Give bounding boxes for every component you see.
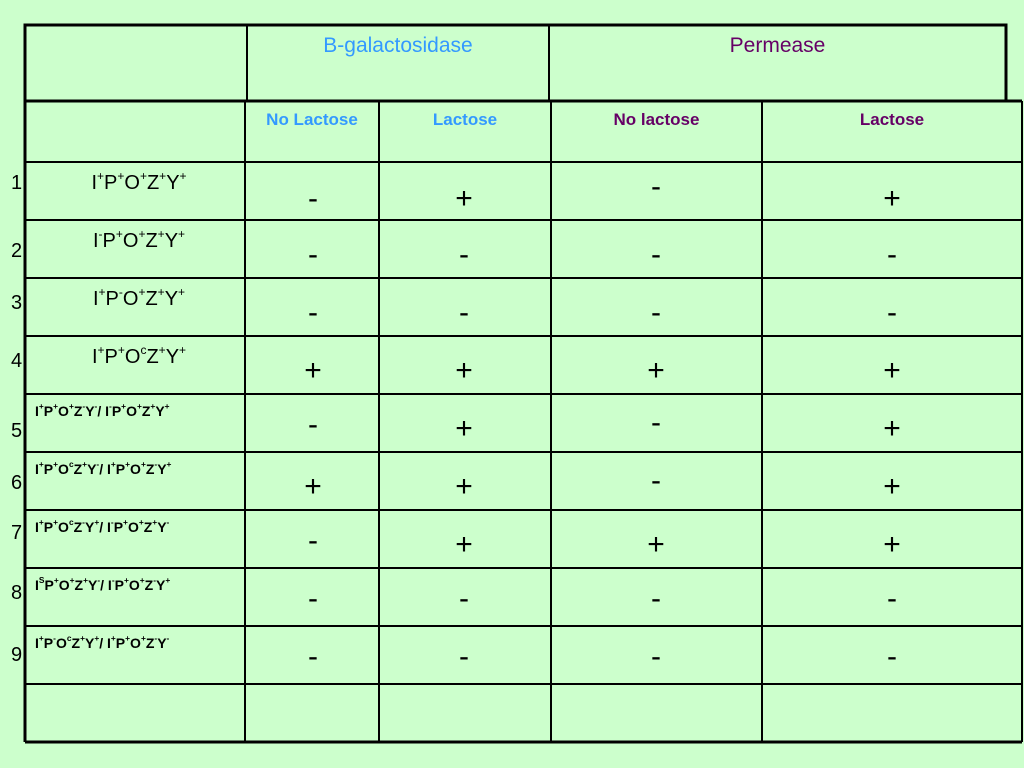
- expression-value: +: [304, 470, 322, 503]
- genotype-cell: $I^+P^+O^cZ^+Y^-/$ I+P+O+Z-Y+: [35, 459, 172, 477]
- expression-value: -: [308, 296, 318, 329]
- row-number: 4: [11, 350, 23, 372]
- expression-value: -: [651, 640, 661, 673]
- bgal-header: B-galactosidase: [323, 34, 473, 57]
- row-number: 6: [11, 472, 23, 494]
- permease-header: Permease: [729, 34, 826, 57]
- expression-value: -: [308, 238, 318, 271]
- row-number: 1: [11, 172, 23, 194]
- expression-value: +: [304, 354, 322, 387]
- genotype-cell: $I^+P^+O^cZ^+Y^+$: [91, 343, 187, 368]
- row-number: 7: [11, 522, 23, 544]
- expression-value: -: [308, 524, 318, 557]
- genotype-cell: $I^SP^+O^+Z^+Y^-/$ I-P+O+Z-Y+: [35, 575, 171, 593]
- expression-value: -: [308, 640, 318, 673]
- expression-value: +: [647, 528, 665, 561]
- expression-value: -: [651, 238, 661, 271]
- expression-value: -: [308, 582, 318, 615]
- perm-lactose-header: Lactose: [859, 110, 925, 129]
- row-number: 8: [11, 582, 23, 604]
- expression-value: -: [887, 582, 897, 615]
- genotype-cell: $I^+P^-O^cZ^+Y^+/$ I+P+O+Z-Y-: [35, 633, 170, 651]
- genotype-cell: I+P+O+Z+Y+: [91, 169, 187, 194]
- expression-value: +: [883, 354, 901, 387]
- genotype-cell: I+P+O+Z-Y-/ I-P+O+Z+Y+: [35, 401, 170, 419]
- row-number: 2: [11, 240, 23, 262]
- expression-value: +: [883, 528, 901, 561]
- expression-value: -: [308, 182, 318, 215]
- perm-no-lactose-header: No lactose: [613, 110, 700, 129]
- bgal-no-lactose-header: No Lactose: [266, 110, 358, 129]
- bgal-lactose-header: Lactose: [432, 110, 498, 129]
- row-number: 5: [11, 420, 23, 442]
- expression-value: -: [459, 582, 469, 615]
- expression-value: -: [887, 238, 897, 271]
- expression-value: +: [883, 412, 901, 445]
- expression-value: -: [887, 640, 897, 673]
- genotype-cell: $I^+P^+O^cZ^-Y^+/$ I-P+O+Z+Y-: [35, 517, 170, 535]
- expression-value: -: [308, 408, 318, 441]
- expression-value: -: [651, 170, 661, 203]
- expression-value: -: [651, 296, 661, 329]
- expression-value: -: [651, 406, 661, 439]
- expression-value: +: [883, 470, 901, 503]
- genotype-cell: I-P+O+Z+Y+: [92, 227, 186, 252]
- expression-value: +: [455, 182, 473, 215]
- expression-value: +: [647, 354, 665, 387]
- expression-value: -: [887, 296, 897, 329]
- expression-value: -: [651, 464, 661, 497]
- expression-value: +: [455, 470, 473, 503]
- expression-value: -: [459, 296, 469, 329]
- genotype-cell: I+P-O+Z+Y+: [92, 285, 186, 310]
- expression-value: +: [455, 354, 473, 387]
- row-number: 3: [11, 292, 23, 314]
- expression-value: +: [455, 528, 473, 561]
- expression-value: -: [651, 582, 661, 615]
- expression-value: -: [459, 640, 469, 673]
- expression-value: -: [459, 238, 469, 271]
- expression-value: +: [883, 182, 901, 215]
- expression-value: +: [455, 412, 473, 445]
- row-number: 9: [11, 644, 23, 666]
